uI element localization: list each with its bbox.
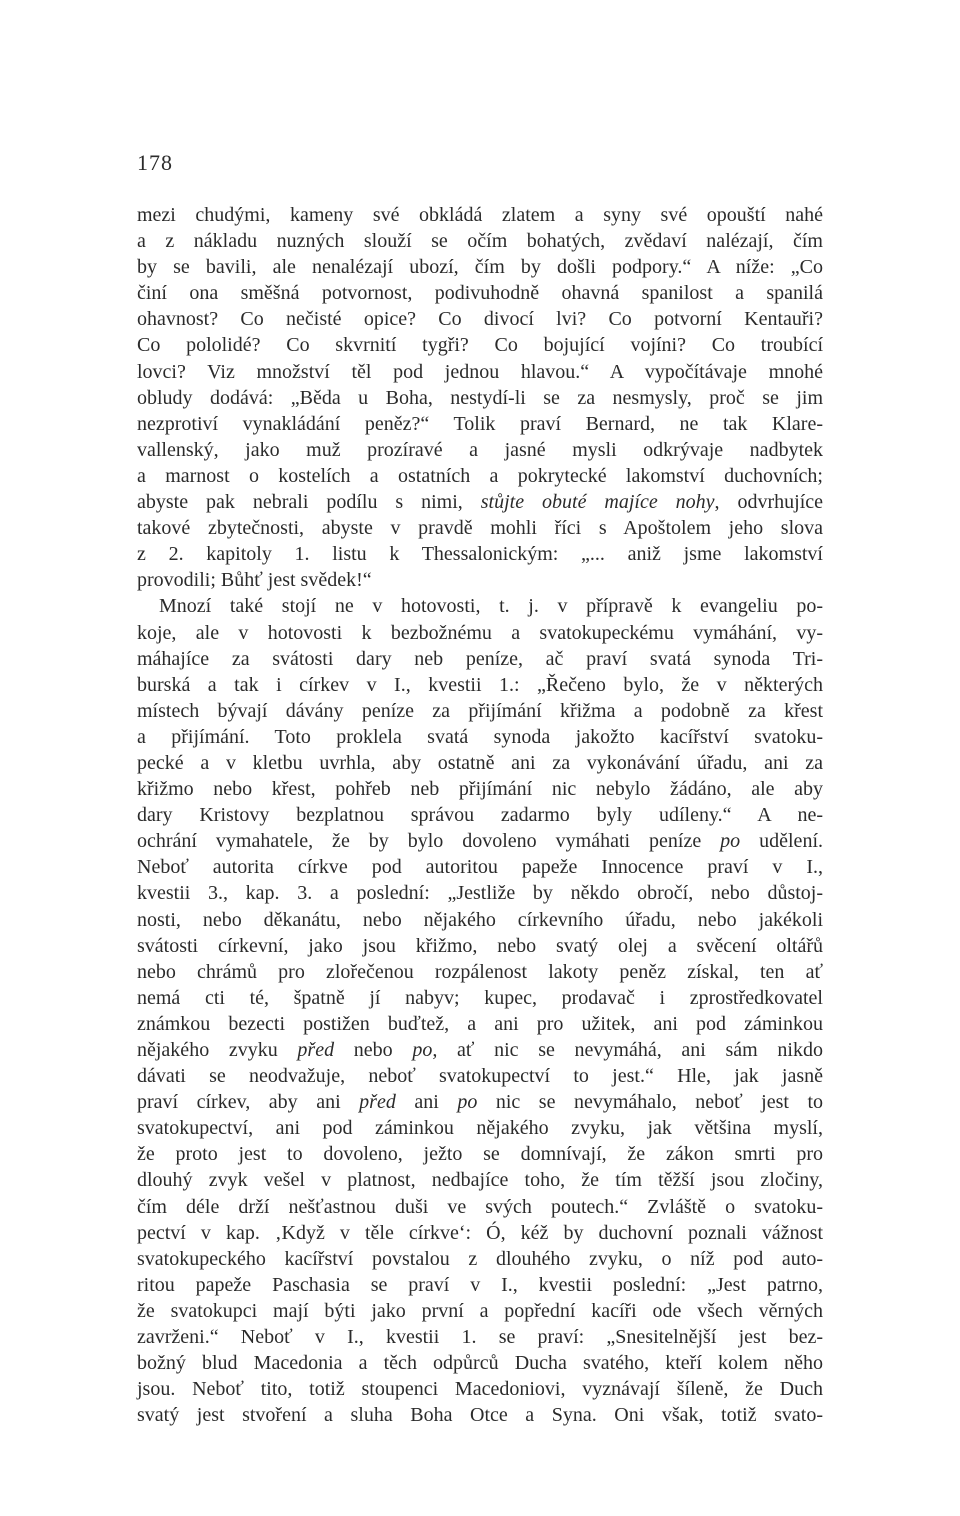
text-line: pectví v kap. ‚Když v těle církve‘: Ó, kéž by duchovní poznali vážnost [137,1221,823,1244]
text-line: že svatokupci mají býti jako první a popřední kacíři ode všech věrných [137,1299,823,1322]
text-line: obludy dodává: „Běda u Boha, nestydí-li se za nesmysly, proč se jim [137,386,823,409]
text-line: z 2. kapitoly 1. listu k Thessalonickým: „... aniž jsme lakomství [137,543,823,566]
text-line: svatokupeckého kacířství povstalou z dlouhého zvyku, o níž pod auto- [137,1247,823,1270]
text-line: provodili; Bůhť jest svědek!“ [137,569,372,592]
text-line: nemá cti té, špatně jí nabyv; kupec, prodavač i zprostředkovatel [137,986,823,1009]
text-line: nosti, nebo děkanátu, nebo nějakého církevního úřadu, nebo jakékoli [137,908,823,931]
page-number: 178 [137,150,173,175]
text-line: kvestii 3., kap. 3. a poslední: „Jestliže by někdo obročí, nebo důstoj- [137,882,823,905]
text-line: nezprotiví vynakládání peněz?“ Tolik praví Bernard, ne tak Klare- [137,412,823,435]
text-line: a z nákladu nuzných slouží se očím bohatých, zvědaví nalézají, čím [137,230,823,253]
text-line: čím déle drží nešťastnou duši ve svých poutech.“ Zvláště o svatoku- [137,1195,823,1218]
text-line: místech bývají dávány peníze za přijímání křižma a podobně za křest [137,699,823,722]
text-line: mezi chudými, kameny své obkládá zlatem a syny své opouští nahé [137,204,823,226]
text-line: křižmo nebo křest, pohřeb neb přijímání nic nebylo žádáno, ale aby [137,778,823,801]
text-line: abyste pak nebrali podílu s nimi, stůjte obuté majíce nohy, odvrhujíce [137,491,824,514]
text-line: koje, ale v hotovosti k bezbožnému a svatokupeckému vymáhání, vy- [137,621,823,644]
text-line: dávati se neodvažuje, neboť svatokupectví to jest.“ Hle, jak jasně [137,1065,823,1088]
text-line: lovci? Viz množství těl pod jednou hlavou.“ A vypočítávaje mnohé [137,360,823,383]
text-line: svatokupectví, ani pod záminkou nějakého zvyku, jak většina myslí, [137,1117,823,1140]
text-line: známkou bezecti postižen buďtež, a ani pro užitek, ani pod záminkou [137,1012,823,1035]
text-line: Co pololidé? Co skvrnití tygři? Co bojující vojíni? Co troubící [137,334,823,357]
text-line: praví církev, aby ani před ani po nic se nevymáhalo, neboť jest to [137,1091,824,1114]
text-line: že proto jest to dovoleno, ježto se domnívají, že zákon smrti pro [137,1143,823,1166]
text-line: dlouhý zvyk vešel v platnost, nedbajíce toho, že tím těžší jsou zločiny, [137,1169,823,1192]
text-line: Mnozí také stojí ne v hotovosti, t. j. v přípravě k evangeliu po- [159,595,823,618]
text-line: burská a tak i církev v I., kvestii 1.: „Řečeno bylo, že v některých [137,673,823,696]
text-line: Neboť autorita církve pod autoritou papeže Innocence praví v I., [137,856,823,879]
body-text [137,202,823,1428]
text-line: pecké a v kletbu uvrhla, aby ostatně ani za vykonávání úřadu, ani za [137,751,823,774]
text-line: nějakého zvyku před nebo po, ať nic se nevymáhá, ani sám nikdo [137,1039,823,1061]
text-line: dary Kristovy bezplatnou správou zadarmo byly udíleny.“ A ne- [137,804,823,827]
text-line: svátosti církevní, jako jsou křižmo, nebo svatý olej a svěcení oltářů [137,934,823,957]
text-line: takové zbytečnosti, abyste v pravdě mohli říci s Apoštolem jeho slova [137,517,823,540]
text-line: ohavnost? Co nečisté opice? Co divocí lvi? Co potvorní Kentauři? [137,308,823,331]
text-line: by se bavili, ale nenalézají ubozí, čím by došli podpory.“ A níže: „Co [137,256,823,279]
text-line: zavrženi.“ Neboť v I., kvestii 1. se praví: „Snesitelnější jest bez- [137,1326,823,1349]
text-line: božný blud Macedonia a těch odpůrců Ducha svatého, kteří kolem něho [137,1352,823,1375]
text-line: vallenský, jako muž prozíravé a jasné mysli odkrývaje nadbytek [137,438,823,461]
text-line: a marnost o kostelích a ostatních a pokrytecké lakomství duchovních; [137,464,823,487]
text-line: svatý jest stvoření a sluha Boha Otce a Syna. Oni však, totiž svato- [137,1404,823,1427]
text-line: jsou. Neboť tito, totiž stoupenci Macedoniovi, vyznávají šíleně, že Duch [137,1378,823,1401]
text-line: ritou papeže Paschasia se praví v I., kvestii poslední: „Jest patrno, [137,1273,823,1296]
text-line: a přijímání. Toto proklela svatá synoda jakožto kacířství svatoku- [137,725,823,748]
text-line: ochrání vymahatele, že by bylo dovoleno vymáhati peníze po udělení. [137,830,823,853]
text-line: nebo chrámů pro zlořečenou rozpálenost lakoty peněz získal, ten ať [137,960,823,983]
text-line: máhajíce za svátosti dary neb peníze, ač praví svatá synoda Tri- [137,647,823,670]
text-line: činí ona směšná potvornost, podivuhodně ohavná spanilost a spanilá [137,282,823,305]
